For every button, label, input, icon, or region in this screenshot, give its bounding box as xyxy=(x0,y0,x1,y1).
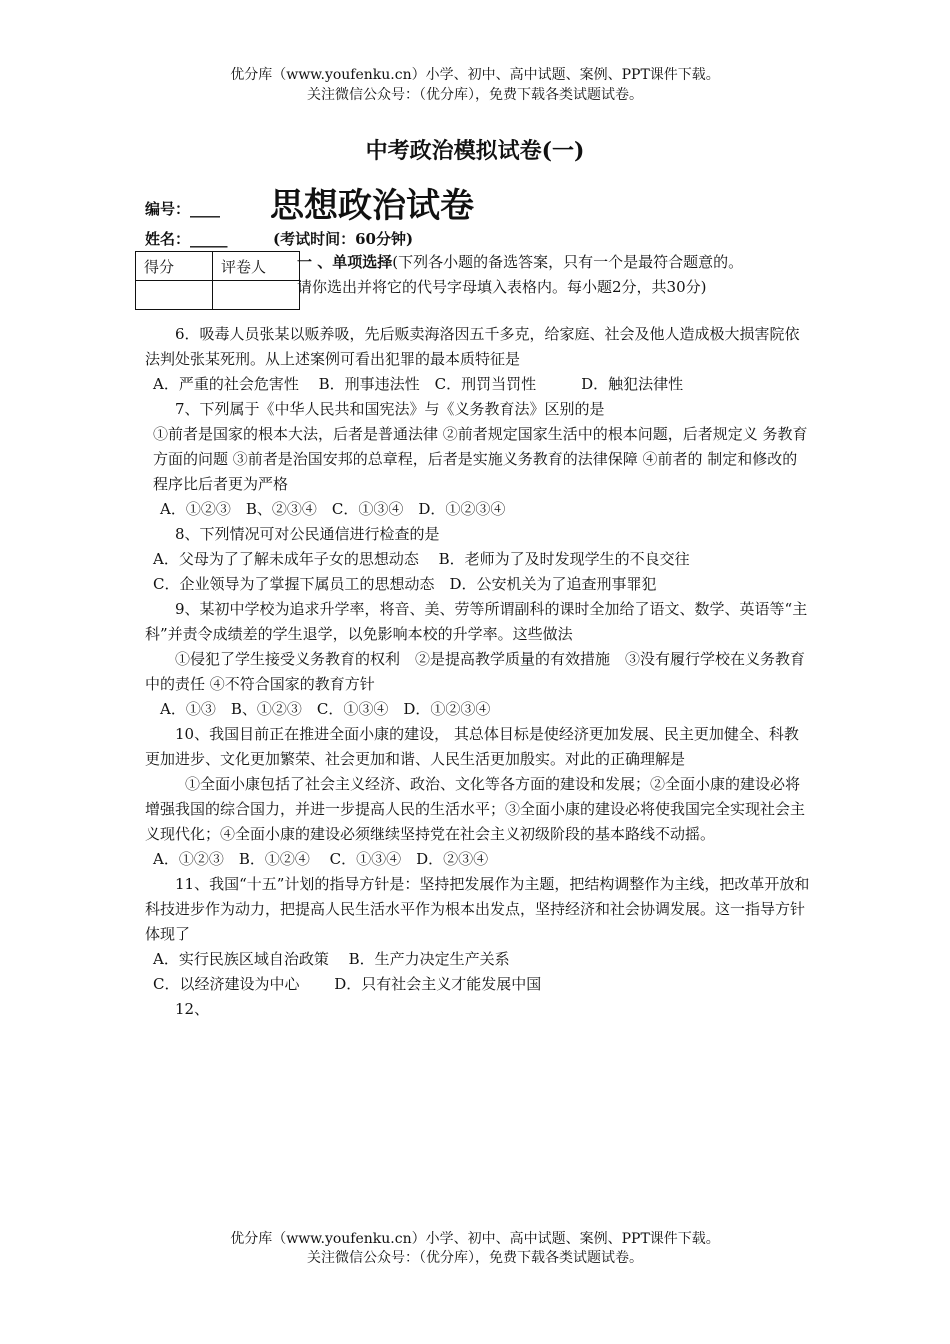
q8-options-cd: C．企业领导为了掌握下属员工的思想动态 D．公安机关为了追查刑事罪犯 xyxy=(153,575,657,593)
q10-body: ①全面小康包括了社会主义经济、政治、文化等各方面的建设和发展；②全面小康的建设必将增强我国的综合国力，并进一步提高人民的生活水平；③全面小康的建设必将使我国完全实现社会主义现代化；④全面小康的建设必须继续坚持党在社会主义初级阶段的基本路线不动摇。 xyxy=(145,775,806,843)
q6-options: A．严重的社会危害性 B．刑事违法性 C．刑罚当罚性 D．触犯法律性 xyxy=(153,375,684,393)
grader-cell xyxy=(213,281,300,310)
q8-options-ab: A．父母为了了解未成年子女的思想动态 B．老师为了及时发现学生的不良交往 xyxy=(153,550,690,568)
instruction-line-1: (下列各小题的备选答案，只有一个是最符合题意的。 xyxy=(392,253,744,271)
exam-time: (考试时间：60分钟) xyxy=(273,230,414,248)
section-heading: 一 、单项选择 xyxy=(297,253,393,271)
q10-stem: 10、我国目前正在推进全面小康的建设， 其总体目标是使经济更加发展、民主更加健全、科教更加进步、文化更加繁荣、社会更加和谐、人民生活更加殷实。对此的正确理解是 xyxy=(145,725,799,768)
page-title: 中考政治模拟试卷(一) xyxy=(365,138,585,164)
q11-stem: 11、我国“十五”计划的指导方针是：坚持把发展作为主题，把结构调整作为主线，把改革开放和科技进步作为动力，把提高人民生活水平作为根本出发点，坚持经济和社会协调发展。这一指导方针体现了 xyxy=(145,875,810,943)
q9-body: ①侵犯了学生接受义务教育的权利 ②是提高教学质量的有效措施 ③没有履行学校在义务教育中的责任 ④不符合国家的教育方针 xyxy=(145,650,806,693)
score-table xyxy=(135,251,300,310)
number-label: 编号：____ xyxy=(145,200,221,218)
header-line-2: 关注微信公众号：（优分库），免费下载各类试题试卷。 xyxy=(307,87,643,103)
q6-stem: 6．吸毒人员张某以贩养吸，先后贩卖海洛因五千多克，给家庭、社会及他人造成极大损害院依法判处张某死刑。从上述案例可看出犯罪的最本质特征是 xyxy=(145,325,800,368)
section-instructions xyxy=(297,250,817,300)
subject-title: 思想政治试卷 xyxy=(270,186,474,226)
header-line-1: 优分库（www.youfenku.cn）小学、初中、高中试题、案例、PPT课件下载。 xyxy=(230,67,720,83)
footer-line-2: 关注微信公众号：（优分库），免费下载各类试题试卷。 xyxy=(307,1250,643,1266)
q9-options: A．①③ B、①②③ C．①③④ D．①②③④ xyxy=(160,700,491,718)
q9-stem: 9、某初中学校为追求升学率，将音、美、劳等所谓副科的课时全加给了语文、数学、英语等“主科”并责令成绩差的学生退学，以免影响本校的升学率。这些做法 xyxy=(145,600,808,643)
score-cell xyxy=(136,281,213,310)
name-label: 姓名：_____ xyxy=(145,230,228,248)
instruction-line-2: 请你选出并将它的代号字母填入表格内。每小题2分，共30分) xyxy=(297,278,707,296)
q7-stem: 7、下列属于《中华人民共和国宪法》与《义务教育法》区别的是 xyxy=(175,400,605,418)
score-header: 得分 xyxy=(136,252,213,281)
q11-options-ab: A．实行民族区域自治政策 B．生产力决定生产关系 xyxy=(153,950,510,968)
footer-line-1: 优分库（www.youfenku.cn）小学、初中、高中试题、案例、PPT课件下载。 xyxy=(230,1231,720,1247)
q10-options: A．①②③ B．①②④ C．①③④ D．②③④ xyxy=(153,850,489,868)
q11-options-cd: C．以经济建设为中心 D．只有社会主义才能发展中国 xyxy=(153,975,542,993)
questions-body xyxy=(145,322,810,1022)
q12-stem: 12、 xyxy=(175,1000,210,1018)
grader-header: 评卷人 xyxy=(213,252,300,281)
q7-body: ①前者是国家的根本大法，后者是普通法律 ②前者规定国家生活中的根本问题，后者规定义 务教育方面的问题 ③前者是治国安邦的总章程，后者是实施义务教育的法律保障 ④前者的 制定和修改的程序比后者更为严格 xyxy=(153,425,808,493)
q8-stem: 8、下列情况可对公民通信进行检查的是 xyxy=(175,525,440,543)
q7-options: A．①②③ B、②③④ C．①③④ D．①②③④ xyxy=(160,500,506,518)
